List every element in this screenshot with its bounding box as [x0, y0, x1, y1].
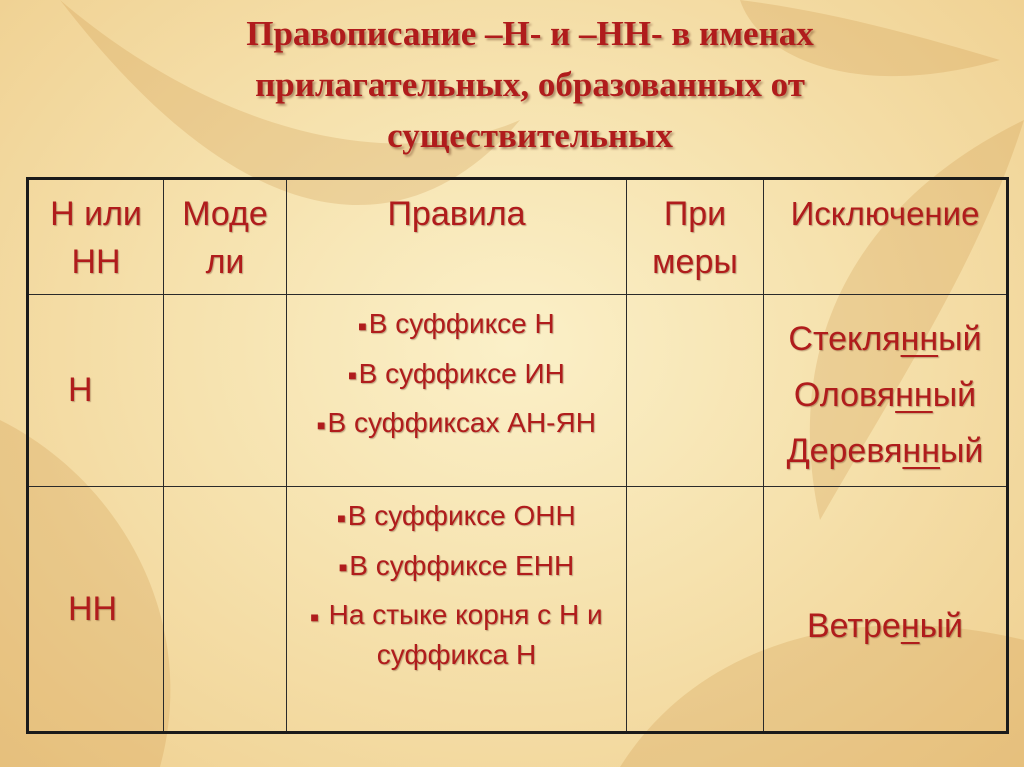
rule-item: ■В суффиксах АН-ЯН — [317, 407, 596, 439]
header-text: Правила — [387, 195, 526, 233]
header-examples — [627, 179, 764, 295]
rule-item: ■В суффиксе ЕНН — [338, 549, 575, 581]
bullet-icon: ■ — [317, 416, 326, 433]
header-rules — [287, 179, 627, 295]
exceptions-cell — [764, 295, 1008, 487]
exception-word: Деревянный — [786, 432, 984, 470]
header-text: Н или — [50, 195, 142, 233]
page-title — [160, 8, 900, 161]
header-n-or-nn — [28, 179, 164, 295]
exceptions-cell — [764, 487, 1008, 733]
rule-item: ■В суффиксе ОНН — [337, 500, 576, 531]
rules-table — [26, 177, 1009, 734]
header-text: меры — [652, 243, 738, 281]
bullet-icon: ■ — [348, 367, 357, 384]
row-letter: НН — [28, 487, 164, 733]
exception-word: Стеклянный — [788, 320, 982, 358]
table-header-row — [28, 179, 1008, 295]
title-line-1: Правописание –Н- и –НН- в именах — [246, 14, 814, 53]
header-models — [164, 179, 287, 295]
table-row-nn — [28, 487, 1008, 733]
header-exceptions — [764, 179, 1008, 295]
header-text: Моде — [182, 195, 268, 233]
title-line-2: прилагательных, образованных от — [255, 65, 805, 104]
header-text: НН — [71, 243, 121, 281]
header-text: ли — [205, 243, 245, 281]
bullet-icon: ■ — [337, 509, 346, 526]
rules-cell — [287, 487, 627, 733]
examples-cell-empty — [627, 487, 764, 733]
models-cell-empty — [164, 487, 287, 733]
row-letter: Н — [28, 295, 164, 487]
title-line-3: существительных — [387, 116, 673, 155]
bullet-icon: ■ — [358, 317, 367, 334]
bullet-icon: ■ — [338, 559, 348, 576]
rules-cell — [287, 295, 627, 487]
rule-item: ■В суффиксе ИН — [348, 357, 565, 389]
models-cell-empty — [164, 295, 287, 487]
rule-item: ■ На стыке корня с Н и суффикса Н — [310, 599, 603, 670]
header-text: При — [663, 195, 727, 233]
header-text: Исключение — [790, 195, 980, 232]
bullet-icon: ■ — [310, 608, 319, 625]
exception-word: Оловянный — [793, 376, 977, 414]
exception-word: Ветреный — [806, 607, 964, 645]
examples-cell-empty — [627, 295, 764, 487]
rule-item: ■В суффиксе Н — [358, 308, 555, 339]
table-row-n — [28, 295, 1008, 487]
